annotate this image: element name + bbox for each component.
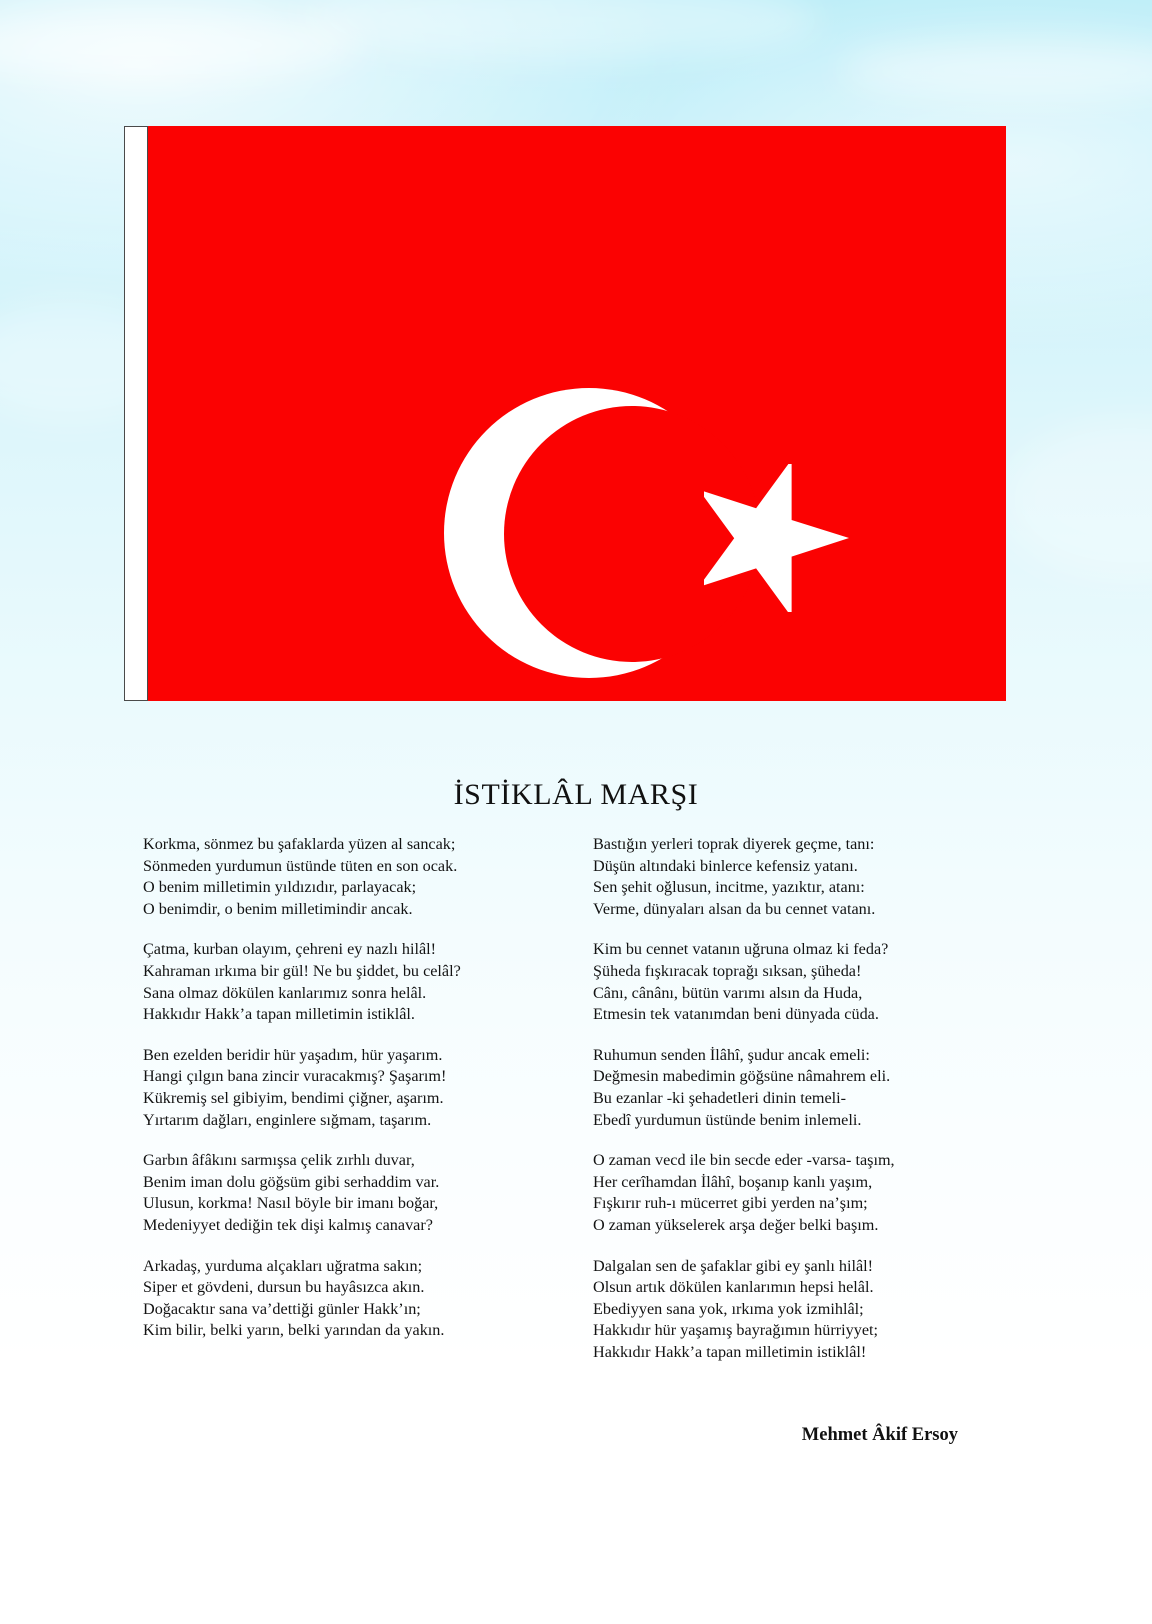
poem-line: Hakkıdır Hakk’a tapan milletimin istiklâl!: [593, 1342, 867, 1361]
poem-line: Dalgalan sen de şafaklar gibi ey şanlı hilâl!: [593, 1256, 874, 1275]
poem-line: Doğacaktır sana va’dettiği günler Hakk’ın;: [143, 1299, 421, 1318]
poem-line: O zaman vecd ile bin secde eder -varsa- taşım,: [593, 1151, 895, 1170]
poem-column-right: [593, 834, 1023, 1382]
poem-line: Her cerîhamdan İlâhî, boşanıp kanlı yaşım,: [593, 1172, 873, 1191]
poem-stanza: [593, 834, 1023, 920]
poem-line: Kim bilir, belki yarın, belki yarından da yakın.: [143, 1321, 445, 1340]
poem-line: Sen şehit oğlusun, incitme, yazıktır, atanı:: [593, 878, 865, 897]
poem-line: Ulusun, korkma! Nasıl böyle bir imanı boğar,: [143, 1194, 439, 1213]
poem-line: Garbın âfâkını sarmışsa çelik zırhlı duvar,: [143, 1151, 415, 1170]
poem-line: Yırtarım dağları, enginlere sığmam, taşarım.: [143, 1110, 432, 1129]
poem-stanza: [143, 1256, 583, 1342]
poem-line: O zaman yükselerek arşa değer belki başım.: [593, 1215, 879, 1234]
poem-line: Kükremiş sel gibiyim, bendimi çiğner, aşarım.: [143, 1088, 444, 1107]
poem-stanza: [143, 939, 583, 1025]
poem-line: Etmesin tek vatanımdan beni dünyada cüda.: [593, 1005, 879, 1024]
poem-line: Benim iman dolu göğsüm gibi serhaddim var.: [143, 1172, 440, 1191]
poem-line: Fışkırır ruh-ı mücerret gibi yerden na’şım;: [593, 1194, 868, 1213]
poem-line: Kahraman ırkıma bir gül! Ne bu şiddet, bu celâl?: [143, 961, 461, 980]
poem-stanza: [593, 1256, 1023, 1364]
page-title: İSTİKLÂL MARŞI: [453, 778, 699, 811]
cloud-wisp: [1000, 420, 1152, 580]
cloud-wisp: [300, 0, 820, 60]
poem-line: Hakkıdır hür yaşamış bayrağımın hürriyyet;: [593, 1321, 879, 1340]
poem-line: Ruhumun senden İlâhî, şudur ancak emeli:: [593, 1045, 870, 1064]
poem-stanza: [593, 1150, 1023, 1236]
poem-line: Siper et gövdeni, dursun bu hayâsızca akın.: [143, 1278, 425, 1297]
poem-line: Kim bu cennet vatanın uğruna olmaz ki feda?: [593, 940, 889, 959]
poem-line: Ebediyyen sana yok, ırkıma yok izmihlâl;: [593, 1299, 864, 1318]
poem-line: Olsun artık dökülen kanlarımın hepsi helâl.: [593, 1278, 874, 1297]
poem-stanza: [143, 1045, 583, 1131]
poem-body: [0, 834, 1152, 1394]
poem-line: Medeniyyet dediğin tek dişi kalmış canavar?: [143, 1215, 433, 1234]
poem-line: O benim milletimin yıldızıdır, parlayacak;: [143, 878, 417, 897]
poem-line: Hangi çılgın bana zincir vuracakmış? Şaşarım!: [143, 1067, 447, 1086]
poem-column-left: [143, 834, 583, 1361]
poem-line: Ebedî yurdumun üstünde benim inlemeli.: [593, 1110, 862, 1129]
poem-line: Sönmeden yurdumun üstünde tüten en son ocak.: [143, 856, 458, 875]
poem-line: Verme, dünyaları alsan da bu cennet vatanı.: [593, 899, 876, 918]
poem-line: Ben ezelden beridir hür yaşadım, hür yaşarım.: [143, 1045, 443, 1064]
poem-line: Arkadaş, yurduma alçakları uğratma sakın;: [143, 1256, 423, 1275]
poem-stanza: [143, 834, 583, 920]
cloud-wisp: [840, 40, 1152, 100]
poem-line: Şüheda fışkıracak toprağı sıksan, şüheda!: [593, 961, 862, 980]
author-signature: Mehmet Âkif Ersoy: [801, 1425, 958, 1445]
turkish-flag-image: [124, 126, 1006, 701]
poem-line: Düşün altındaki binlerce kefensiz yatanı.: [593, 856, 858, 875]
poem-stanza: [593, 1045, 1023, 1131]
flag-hoist-strip: [124, 126, 148, 701]
poem-stanza: [143, 1150, 583, 1236]
poem-stanza: [593, 939, 1023, 1025]
poem-line: Çatma, kurban olayım, çehreni ey nazlı hilâl!: [143, 940, 437, 959]
poem-line: O benimdir, o benim milletimindir ancak.: [143, 899, 413, 918]
poem-line: Bastığın yerleri toprak diyerek geçme, tanı:: [593, 835, 875, 853]
poem-line: Değmesin mabedimin göğsüne nâmahrem eli.: [593, 1067, 891, 1086]
poem-line: Sana olmaz dökülen kanlarımız sonra helâl.: [143, 983, 427, 1002]
poem-line: Bu ezanlar -ki şehadetleri dinin temeli-: [593, 1088, 847, 1107]
poem-line: Korkma, sönmez bu şafaklarda yüzen al sancak;: [143, 835, 456, 853]
poem-line: Cânı, cânânı, bütün varımı alsın da Huda,: [593, 983, 863, 1002]
flag-red-field: [148, 126, 1006, 701]
star-icon: [704, 464, 852, 612]
poem-line: Hakkıdır Hakk’a tapan milletimin istiklâl.: [143, 1005, 415, 1024]
